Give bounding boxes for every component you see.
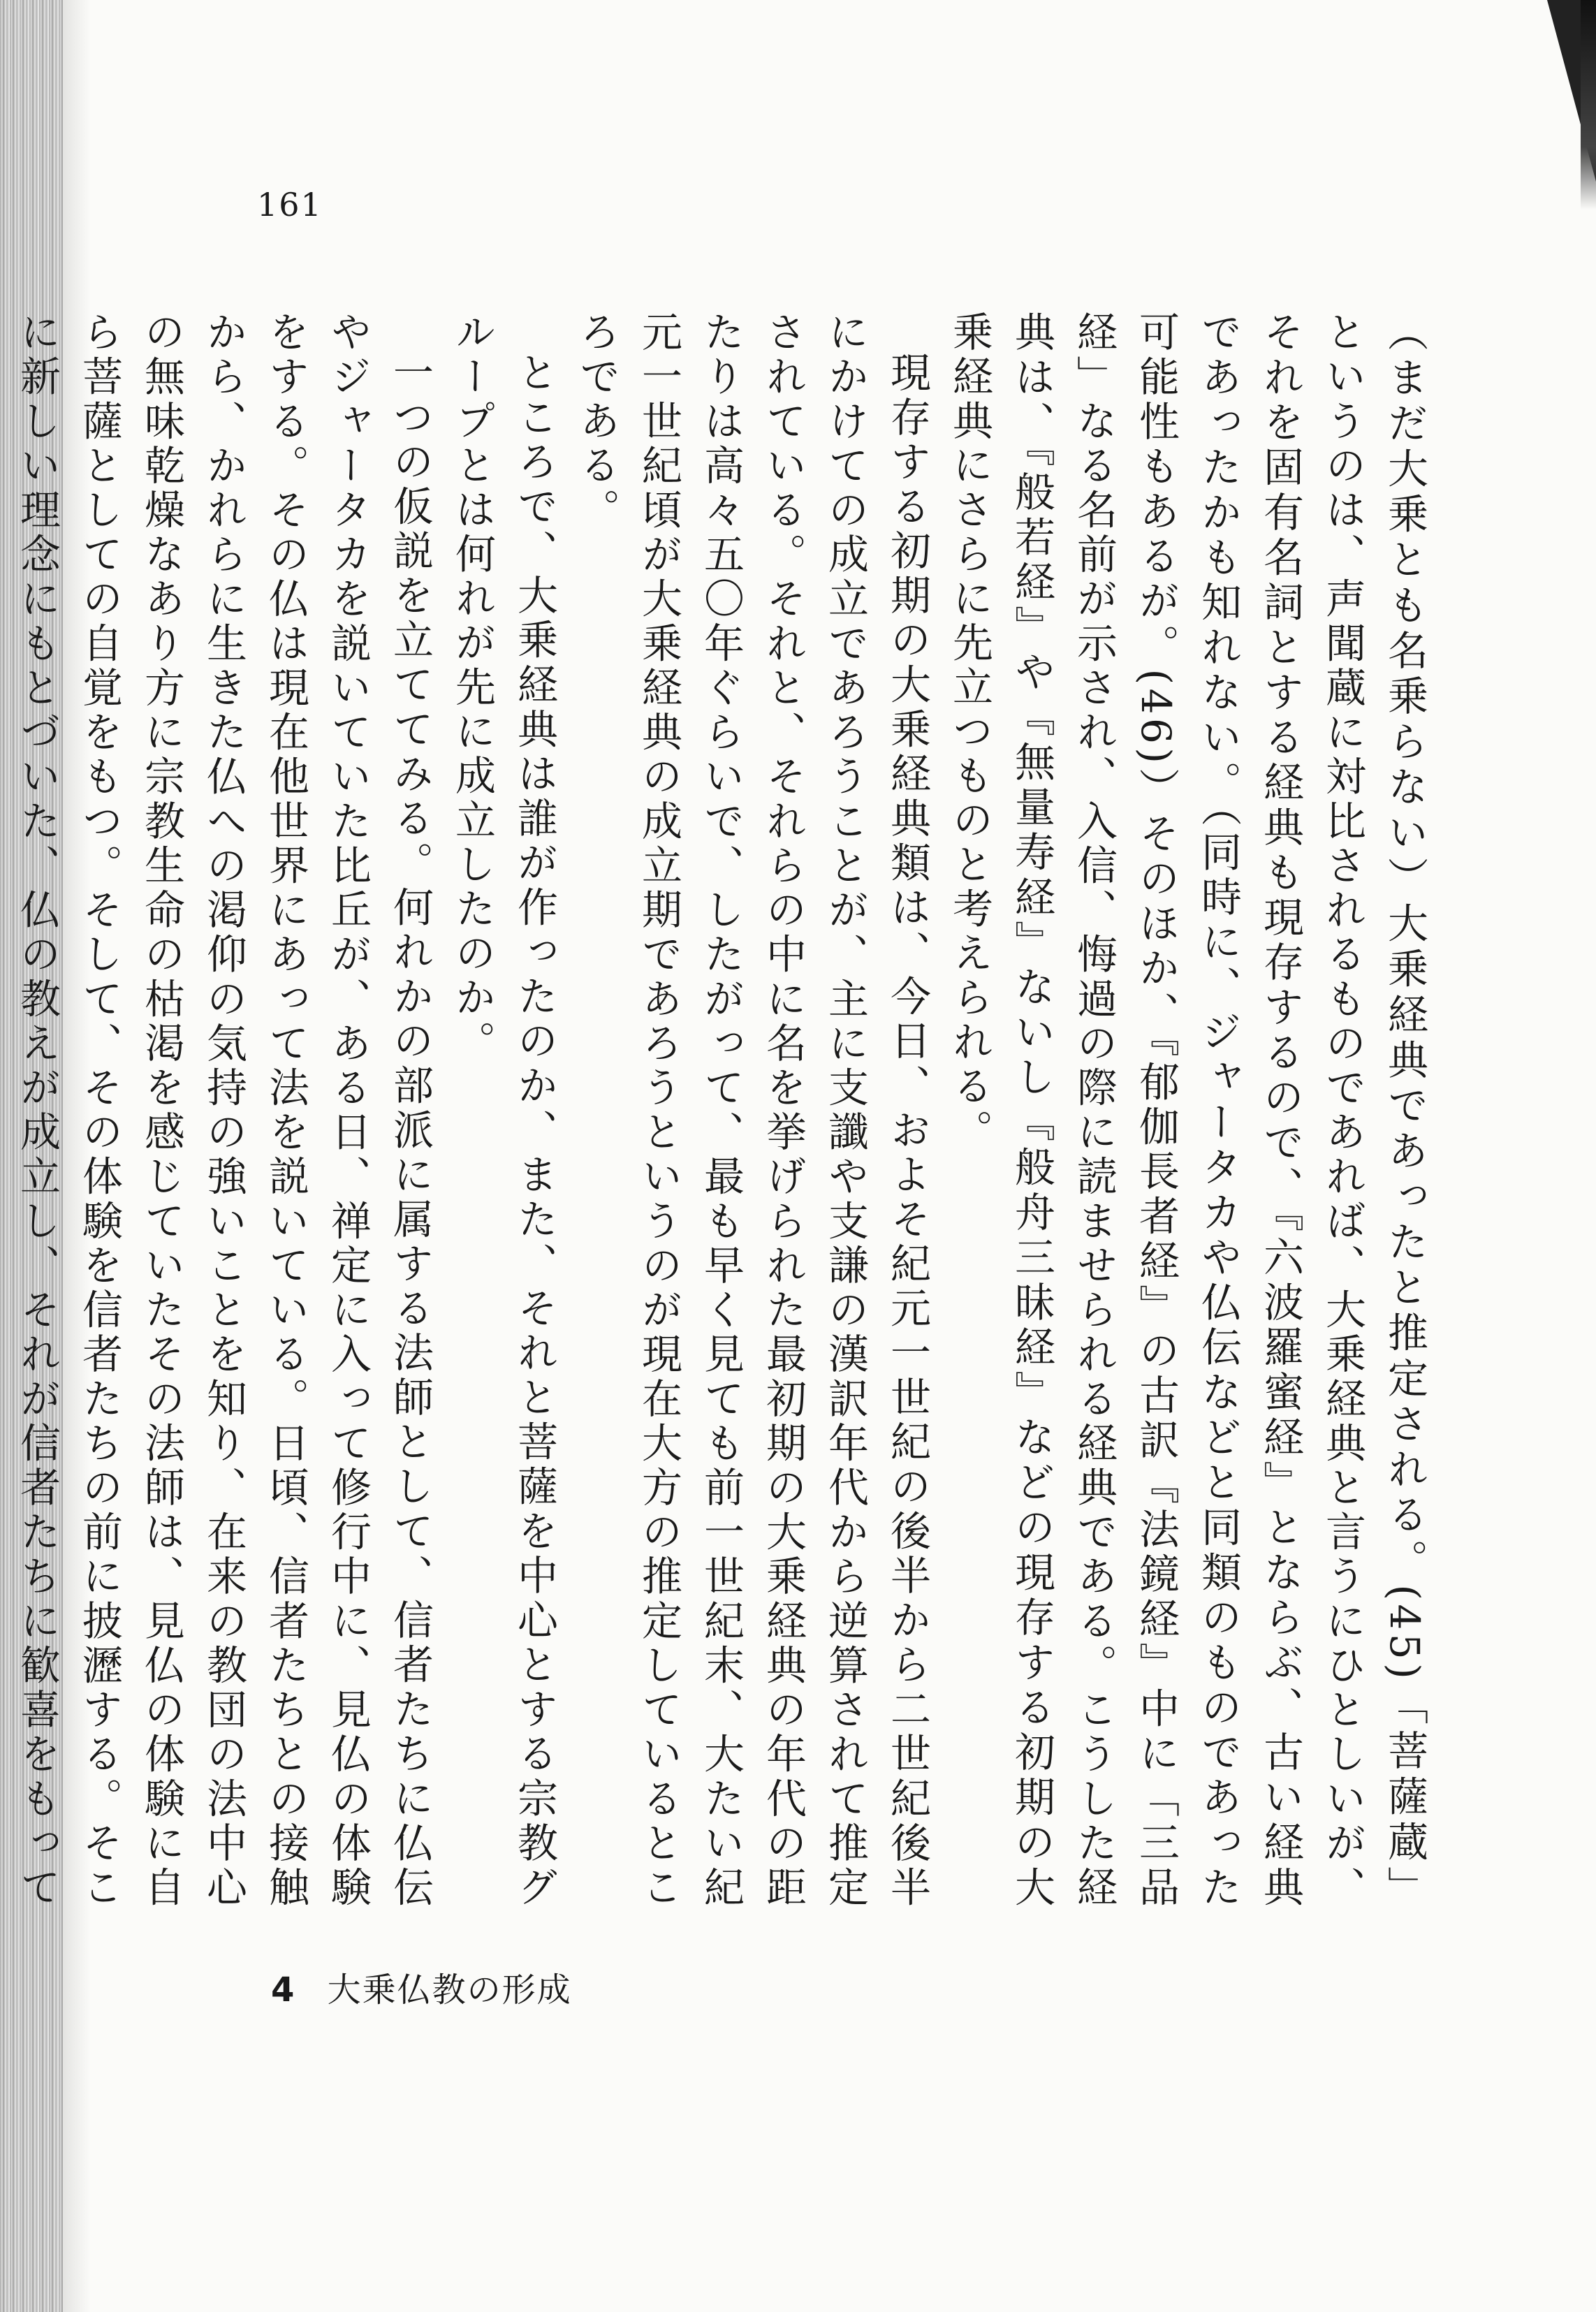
- scan-edge-artifact: [1581, 0, 1596, 210]
- chapter-title: 大乗仏教の形成: [327, 1970, 572, 2010]
- paragraph-4: 一つの仮説を立ててみる。何れかの部派に属する法師として、信者たちに仏伝やジャータカを説いていた比丘が、ある日、禅定に入って修行中に、見仏の体験をする。その仏は現在他世界にあって法を説いている。日頃、信者たちとの接触から、かれらに生きた仏への渇仰の気持の強いことを知り、在来の教団の法中心の無味乾燥なあり方に宗教生命の枯渇を感じていたその法師は、見仏の体験に自ら菩薩としての自覚をもつ。そして、その体験を信者たちの前に披瀝する。そこに新しい理念にもとづいた、仏の教えが成立し、それが信者たちに歓喜をもって: [13, 311, 434, 1911]
- chapter-number: 4: [271, 1970, 296, 2010]
- paragraph-1: （まだ大乗とも名乗らない）大乗経典であったと推定される。(45)「菩薩蔵」というのは、声聞蔵に対比されるものであれば、大乗経典と言うにひとしいが、それを固有名詞とする経典も現存するので、『六波羅蜜経』とならぶ、古い経典であったかも知れない。（同時に、ジャータカや仏伝などと同類のものであった可能性もあるが。(46)）そのほか、『郁伽長者経』の古訳『法鏡経』中に「三品経」なる名前が示され、入信、悔過の際に読ませられる経典である。こうした経典は、『般若経』や『無量寿経』ないし『般舟三昧経』などの現存する初期の大乗経典にさらに先立つものと考えられる。: [946, 311, 1428, 1910]
- running-footer: [271, 1963, 572, 2011]
- body-text: [13, 311, 1435, 1911]
- paragraph-2: 現存する初期の大乗経典類は、今日、およそ紀元一世紀の後半から二世紀後半にかけての成立であろうことが、主に支讖や支謙の漢訳年代から逆算されて推定されている。それと、それらの中に名を挙げられた最初期の大乗経典の年代の距たりは高々五〇年ぐらいで、したがって、最も早く見ても前一世紀末、大たい紀元一世紀頃が大乗経典の成立期であろうというのが現在大方の推定しているところである。: [573, 311, 931, 1910]
- page-number: 161: [257, 186, 323, 224]
- paragraph-3: ところで、大乗経典は誰が作ったのか、また、それと菩薩を中心とする宗教グループとは何れが先に成立したのか。: [448, 311, 558, 1911]
